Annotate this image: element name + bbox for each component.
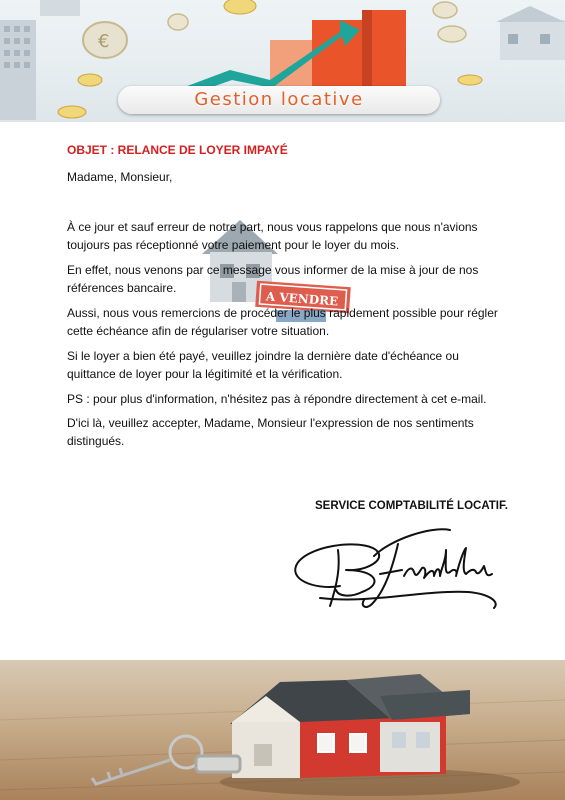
house-with-keys-illustration bbox=[0, 660, 565, 800]
banner-ribbon bbox=[118, 86, 440, 114]
for-sale-sign-text: A VENDRE bbox=[265, 289, 339, 309]
paragraph-reminder: À ce jour et sauf erreur de notre part, nous vous rappelons que nous n'avions toujours pas réceptionné votre paiement pour le loyer du mois. bbox=[67, 220, 478, 252]
coin-icon bbox=[83, 22, 127, 58]
model-house-icon bbox=[230, 674, 470, 778]
signature-drawing bbox=[280, 520, 510, 620]
header-banner bbox=[0, 0, 565, 122]
banner-title: Gestion locative bbox=[194, 89, 364, 110]
paragraph-request: Aussi, nous vous remercions de procéder le plus rapidement possible pour régler cette échéance afin de régulariser votre situation. bbox=[67, 306, 498, 338]
sender-department: SERVICE COMPTABILITÉ LOCATIF. bbox=[315, 500, 508, 512]
paragraph-ps: PS : pour plus d'information, n'hésitez pas à répondre directement à cet e-mail. bbox=[67, 392, 487, 406]
letter-salutation: Madame, Monsieur, bbox=[67, 170, 173, 184]
footer-house-photo bbox=[0, 660, 565, 800]
svg-text:€: € bbox=[98, 31, 110, 52]
keys-icon bbox=[92, 736, 240, 784]
letter-subject: OBJET : RELANCE DE LOYER IMPAYÉ bbox=[67, 143, 288, 157]
paragraph-bank-update: En effet, nous venons par ce message vous informer de la mise à jour de nos références bancaire. bbox=[67, 263, 479, 295]
paragraph-closing: D'ici là, veuillez accepter, Madame, Monsieur l'expression de nos sentiments distingués. bbox=[67, 416, 474, 448]
handwritten-signature bbox=[280, 520, 510, 625]
paragraph-proof: Si le loyer a bien été payé, veuillez joindre la dernière date d'échéance ou quittance de loyer pour la légitimité et la vérification. bbox=[67, 349, 459, 381]
